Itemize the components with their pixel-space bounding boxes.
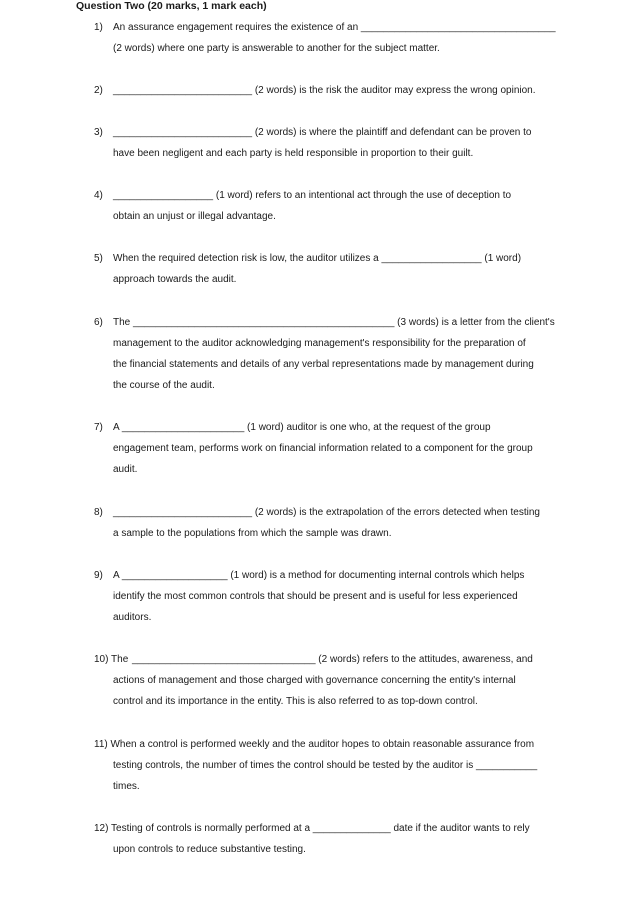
question-line: When the required detection risk is low, the auditor utilizes a __________________ (1 word) [113,253,522,264]
question-number: 6) [94,317,103,328]
question-line: __________________ (1 word) refers to an intentional act through the use of deception to [113,190,512,201]
question-line: (2 words) where one party is answerable to another for the subject matter. [113,43,440,54]
question-line: have been negligent and each party is held responsible in proportion to their guilt. [113,148,474,159]
question-text [113,755,573,797]
question-number: 11) When a control is performed weekly and the auditor hopes to obtain reasonable assurance from [94,739,535,750]
question-line: The _______________________________________________ (3 words) is a letter from the client's [113,317,555,328]
question-line: the course of the audit. [113,380,215,391]
question-text [113,122,573,164]
question-line: _________________________ (2 words) is where the plaintiff and defendant can be proven to [113,127,532,138]
question-text [113,80,573,101]
question-text-continued [113,670,573,712]
question-number: 3) [94,127,103,138]
question-line: upon controls to reduce substantive testing. [113,844,306,855]
question-text [113,565,573,628]
question-number: 8) [94,507,103,518]
question-line: obtain an unjust or illegal advantage. [113,211,276,222]
question-line: testing controls, the number of times the control should be tested by the auditor is ___________ [113,760,538,771]
question-text [113,502,573,544]
question-line: management to the auditor acknowledging management's responsibility for the preparation of [113,338,526,349]
question-text [113,312,573,396]
question-line: A ______________________ (1 word) auditor is one who, at the request of the group [113,422,491,433]
question-line: times. [113,781,140,792]
question-text [113,185,573,227]
question-text [132,649,592,670]
question-line: the financial statements and details of any verbal representations made by management during [113,359,534,370]
page-title: Question Two (20 marks, 1 mark each) [76,0,267,12]
question-line: control and its importance in the entity. This is also referred to as top-down control. [113,696,478,707]
question-text [113,417,573,480]
question-line: a sample to the populations from which the sample was drawn. [113,528,392,539]
question-number: 4) [94,190,103,201]
question-line: A ___________________ (1 word) is a method for documenting internal controls which helps [113,570,525,581]
question-number: 2) [94,85,103,96]
question-text [113,839,573,860]
question-line: _________________________ (2 words) is the extrapolation of the errors detected when testing [113,507,540,518]
question-line: approach towards the audit. [113,274,237,285]
question-number: 10) The [94,654,129,665]
question-line: An assurance engagement requires the existence of an ___________________________________ [113,22,556,33]
question-line: _________________________________ (2 words) refers to the attitudes, awareness, and [132,654,533,665]
question-line: actions of management and those charged with governance concerning the entity's internal [113,675,516,686]
question-number: 12) Testing of controls is normally performed at a ______________ date if the auditor wants to rely [94,823,530,834]
question-line: engagement team, performs work on financial information related to a component for the group [113,443,533,454]
question-number: 7) [94,422,103,433]
question-line: audit. [113,464,138,475]
question-line: _________________________ (2 words) is the risk the auditor may express the wrong opinion. [113,85,536,96]
question-text [113,248,573,290]
question-number: 5) [94,253,103,264]
question-number: 1) [94,22,103,33]
question-line: identify the most common controls that should be present and is useful for less experienced [113,591,518,602]
question-number: 9) [94,570,103,581]
question-line: auditors. [113,612,152,623]
question-text [113,17,573,59]
